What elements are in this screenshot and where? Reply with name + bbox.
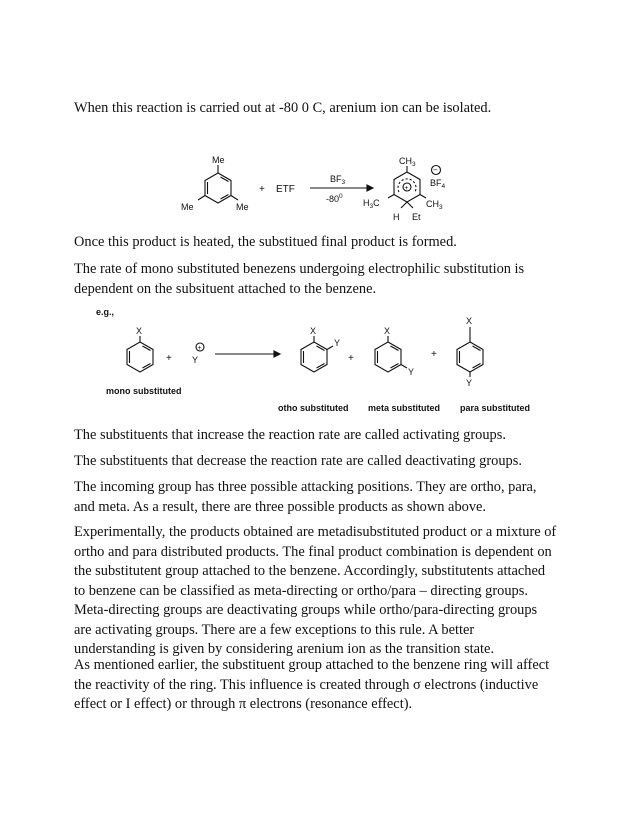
eg-label: e.g.,	[96, 307, 115, 317]
paragraph-heated-product: Once this product is heated, the substitued final product is formed.	[74, 234, 457, 250]
mono-ring	[127, 342, 153, 372]
mono-caption: mono substituted	[106, 386, 182, 396]
pi-symbol: π	[238, 696, 247, 712]
plus-sign-1: +	[166, 353, 172, 364]
p8-part3: electrons (resonance effect).	[246, 696, 413, 712]
paragraph-activating-groups: The substituents that increase the reaction rate are called activating groups.	[74, 427, 506, 443]
sigma-symbol: σ	[413, 676, 421, 693]
reaction-scheme-substitution	[90, 305, 550, 420]
mesitylene-ring	[205, 173, 231, 203]
negative-charge-label: −	[433, 165, 438, 175]
para-ring	[457, 342, 483, 372]
meta-x-label: X	[384, 326, 391, 336]
methyl-top-label: Me	[212, 155, 225, 165]
electrophile-charge-label: +	[197, 345, 202, 352]
ortho-y-label: Y	[334, 338, 341, 348]
meta-y-label: Y	[408, 367, 415, 377]
methyl-right-label: Me	[236, 202, 249, 212]
p8-part2: electrons (inductive effect or I effect) or through	[74, 676, 539, 712]
temperature-label: $-80^0$	[326, 193, 343, 204]
catalyst-label: $BF_3$	[330, 174, 346, 186]
paragraph-rate-dependence: The rate of mono substituted benezens undergoing electrophilic substitution is dependent on the subsituent attached to the benzene.	[74, 261, 525, 297]
ch3-top-label: $CH_3$	[399, 156, 416, 168]
ethyl-label: Et	[412, 212, 421, 222]
para-x-label: X	[466, 316, 473, 326]
tetrafluoroborate-label: $BF_4$	[430, 178, 446, 190]
electrophile-y-label: Y	[192, 355, 199, 365]
ortho-x-label: X	[310, 326, 317, 336]
plus-sign-3: +	[431, 349, 437, 360]
meta-caption: meta substituted	[368, 403, 441, 413]
ortho-caption: otho substituted	[278, 403, 349, 413]
reaction-scheme-mesitylene	[170, 150, 470, 230]
h3c-left-label: $H_3C$	[363, 198, 380, 210]
meta-ring	[375, 342, 401, 372]
paragraph-substituent-effects	[74, 656, 558, 715]
para-caption: para substituted	[460, 403, 531, 413]
hydrogen-label: H	[393, 212, 400, 222]
p8-part1: As mentioned earlier, the substituent group attached to the benzene ring will affect the reactivity of the ring. This influence is created through	[74, 657, 550, 693]
etf-reagent-label: ETF	[276, 184, 295, 195]
methyl-left-label: Me	[181, 202, 194, 212]
paragraph-deactivating-groups: The substituents that decrease the reaction rate are called deactivating groups.	[74, 453, 522, 469]
paragraph-arenium-isolation: When this reaction is carried out at -80 0 C, arenium ion can be isolated.	[74, 100, 492, 116]
paragraph-experimental-products: Experimentally, the products obtained are metadisubstituted product or a mixture of ortho and para distributed products. The final product combination is dependent on the substitutent group attached to the benzene. Accordingly, substitutents attached to benzene can be classified as meta-directing or ortho/para – directing groups. Meta-directing groups are deactivating groups while ortho/para-directing groups are activating groups. There are a few exceptions to this rule. A better understanding is given by considering arenium ion as the transition state.	[74, 524, 557, 657]
mono-x-label: X	[136, 326, 143, 336]
paragraph-attacking-positions: The incoming group has three possible attacking positions. They are ortho, para, and meta. As a result, there are three possible products as shown above.	[74, 479, 537, 515]
arenium-charge-label: +	[404, 185, 409, 192]
ch3-right-label: $CH_3$	[426, 199, 443, 211]
ortho-ring	[301, 342, 327, 372]
plus-sign-2: +	[348, 353, 354, 364]
plus-sign: +	[259, 184, 265, 195]
para-y-label: Y	[466, 378, 473, 388]
